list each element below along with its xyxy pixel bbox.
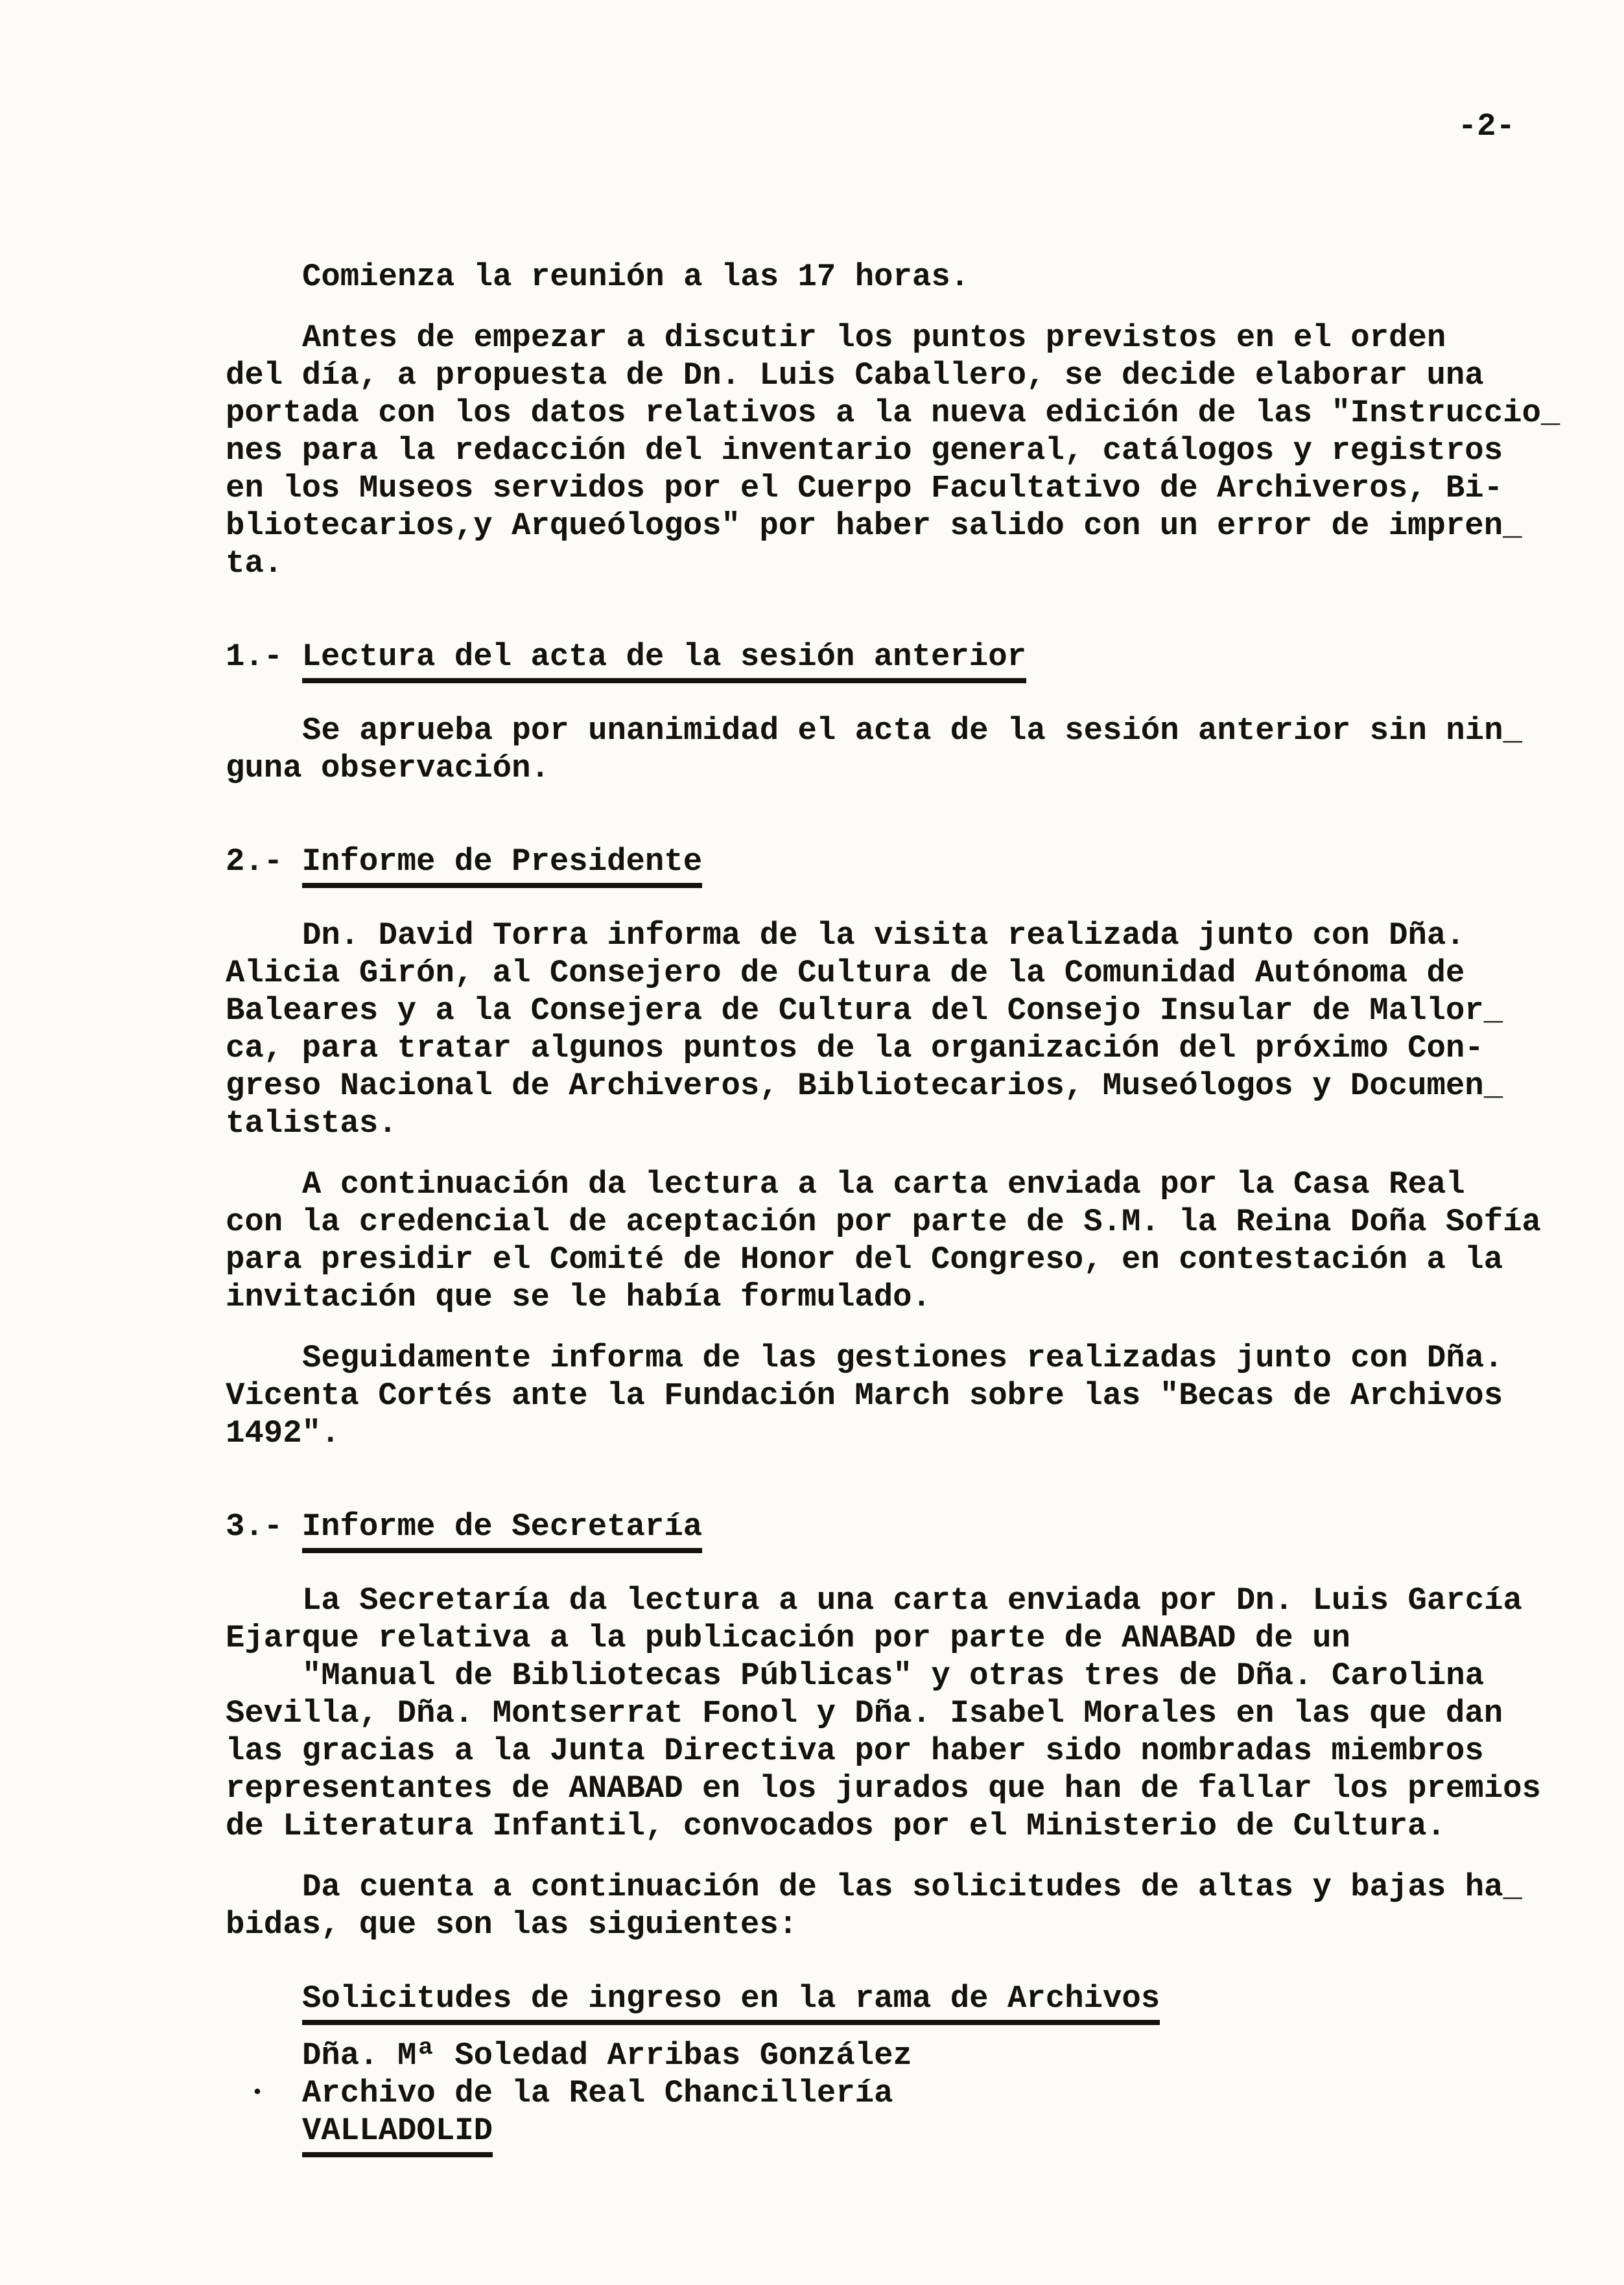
text-line: Vicenta Cortés ante la Fundación March sobre las "Becas de Archivos [226, 1377, 1503, 1414]
text-line: Da cuenta a continuación de las solicitudes de altas y bajas ha_ [302, 1869, 1522, 1905]
paragraph-block [226, 258, 1606, 296]
heading-line [226, 1508, 1606, 1545]
text-line: para presidir el Comité de Honor del Congreso, en contestación a la [226, 1241, 1503, 1278]
document-content [226, 258, 1606, 2150]
text-line: las gracias a la Junta Directiva por haber sido nombradas miembros [226, 1733, 1484, 1769]
text-line: del día, a propuesta de Dn. Luis Caballero, se decide elaborar una [226, 357, 1484, 393]
text-line: bidas, que son las siguientes: [226, 1906, 798, 1943]
underlined-text: VALLADOLID [302, 2113, 493, 2157]
heading-line [226, 1980, 1606, 2017]
text-line: • Archivo de la Real Chancillería [252, 2075, 893, 2111]
text-line: con la credencial de aceptación por parte de S.M. la Reina Doña Sofía [226, 1204, 1541, 1240]
heading-number: 3.- [226, 1508, 302, 1545]
text-line: Dn. David Torra informa de la visita realizada junto con Dña. [302, 917, 1465, 954]
text-line: greso Nacional de Archiveros, Bibliotecarios, Museólogos y Documen_ [226, 1068, 1503, 1104]
heading-title: Informe de Secretaría [302, 1508, 703, 1553]
ink-mark-icon: • [252, 2082, 264, 2104]
text-line: Seguidamente informa de las gestiones realizadas junto con Dña. [302, 1340, 1503, 1376]
subheading-block [226, 1980, 1606, 2017]
paragraph-block [226, 1582, 1606, 1845]
paragraph-block [226, 1339, 1606, 1452]
text-line: talistas. [226, 1105, 397, 1142]
text-line: de Literatura Infantil, convocados por el Ministerio de Cultura. [226, 1808, 1446, 1844]
list-block [226, 2037, 1606, 2150]
heading-line [226, 843, 1606, 880]
text-line: "Manual de Bibliotecas Públicas" y otras tres de Dña. Carolina [302, 1658, 1485, 1694]
heading-block [226, 638, 1606, 675]
text-line: Alicia Girón, al Consejero de Cultura de la Comunidad Autónoma de [226, 955, 1465, 991]
text-line: 1492". [226, 1415, 340, 1451]
heading-title: Solicitudes de ingreso en la rama de Archivos [302, 1980, 1160, 2025]
text-line: invitación que se le había formulado. [226, 1279, 931, 1315]
text-line: Dña. Mª Soledad Arribas González [302, 2037, 912, 2074]
text-line: representantes de ANABAD en los jurados que han de fallar los premios [226, 1770, 1541, 1807]
heading-number: 1.- [226, 639, 302, 675]
text-line: ca, para tratar algunos puntos de la organización del próximo Con- [226, 1030, 1484, 1066]
page-number: -2- [1457, 108, 1515, 145]
text-line: La Secretaría da lectura a una carta enviada por Dn. Luis García [302, 1582, 1522, 1619]
heading-title: Lectura del acta de la sesión anterior [302, 639, 1026, 683]
text-line: A continuación da lectura a la carta enviada por la Casa Real [302, 1166, 1465, 1202]
paragraph-block [226, 1166, 1606, 1316]
text-line [226, 2112, 1606, 2150]
paragraph-block [226, 1868, 1606, 1943]
text-line: en los Museos servidos por el Cuerpo Facultativo de Archiveros, Bi- [226, 470, 1503, 506]
heading-title: Informe de Presidente [302, 843, 703, 888]
text-line: nes para la redacción del inventario general, catálogos y registros [226, 432, 1503, 469]
text-line: Antes de empezar a discutir los puntos previstos en el orden [302, 320, 1446, 356]
text-line: Comienza la reunión a las 17 horas. [302, 259, 970, 295]
heading-number: 2.- [226, 843, 302, 880]
paragraph-block [226, 319, 1606, 582]
text-line: bliotecarios,y Arqueólogos" por haber salido con un error de impren_ [226, 508, 1522, 544]
text-line: Ejarque relativa a la publicación por parte de ANABAD de un [226, 1620, 1350, 1656]
heading-block [226, 843, 1606, 880]
text-line: guna observación. [226, 750, 550, 786]
heading-line [226, 638, 1606, 675]
text-line: Se aprueba por unanimidad el acta de la sesión anterior sin nin_ [302, 712, 1522, 749]
paragraph-block [226, 712, 1606, 787]
text-line: Sevilla, Dña. Montserrat Fonol y Dña. Isabel Morales en las que dan [226, 1695, 1503, 1731]
text-line: Baleares y a la Consejera de Cultura del Consejo Insular de Mallor_ [226, 992, 1503, 1029]
text-line: portada con los datos relativos a la nueva edición de las "Instruccio_ [226, 395, 1560, 431]
paragraph-block [226, 917, 1606, 1142]
text-line: ta. [226, 545, 283, 581]
heading-block [226, 1508, 1606, 1545]
